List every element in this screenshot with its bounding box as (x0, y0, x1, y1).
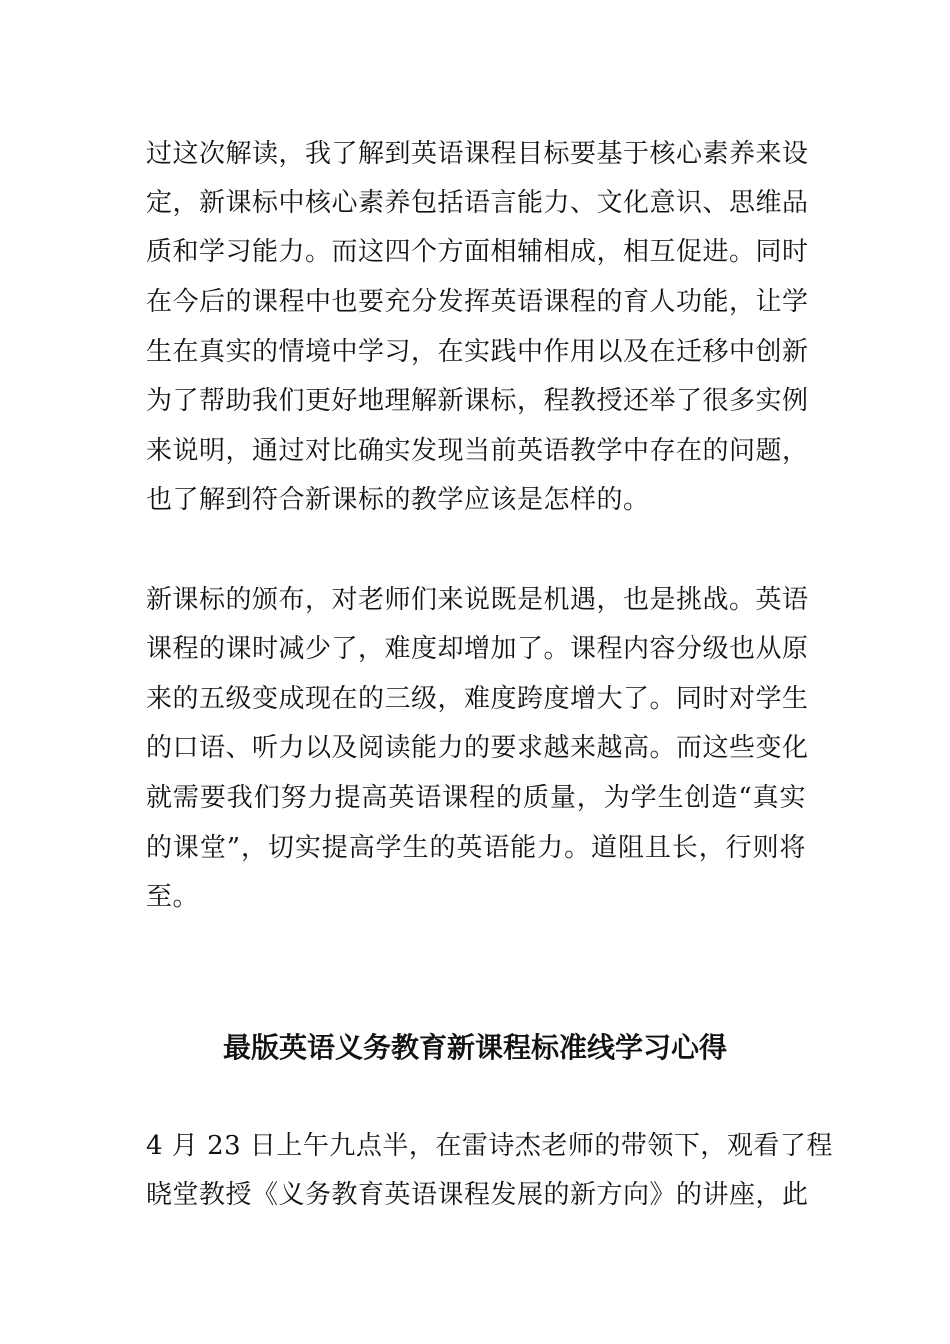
paragraph-2-line-6: 的课堂”，切实提高学生的英语能力。道阻且长，行则将 (146, 833, 806, 863)
paragraph-1-line-2: 定，新课标中核心素养包括语言能力、文化意识、思维品 (146, 188, 809, 218)
paragraph-2-line-3: 来的五级变成现在的三级，难度跨度增大了。同时对学生 (146, 684, 809, 714)
paragraph-2-line-2: 课程的课时减少了，难度却增加了。课程内容分级也从原 (146, 634, 809, 664)
paragraph-2-line-1: 新课标的颁布，对老师们来说既是机遇，也是挑战。英语 (146, 585, 809, 615)
paragraph-3-line-2: 晓堂教授《义务教育英语课程发展的新方向》的讲座，此 (146, 1180, 809, 1210)
paragraph-1-line-5: 生在真实的情境中学习，在实践中作用以及在迁移中创新 (146, 337, 809, 367)
section-title: 最版英语义务教育新课程标准线学习心得 (222, 1031, 727, 1064)
paragraph-1-line-7: 来说明，通过对比确实发现当前英语教学中存在的问题， (146, 436, 809, 466)
paragraph-1-line-6: 为了帮助我们更好地理解新课标，程教授还举了很多实例 (146, 386, 809, 416)
paragraph-1-line-1: 过这次解读，我了解到英语课程目标要基于核心素养来设 (146, 139, 809, 169)
paragraph-3-line-1: 4 月 23 日上午九点半，在雷诗杰老师的带领下，观看了程 (146, 1131, 833, 1161)
paragraph-1-line-3: 质和学习能力。而这四个方面相辅相成，相互促进。同时 (146, 237, 809, 267)
paragraph-1-line-8: 也了解到符合新课标的教学应该是怎样的。 (146, 485, 650, 515)
paragraph-2-line-5: 就需要我们努力提高英语课程的质量，为学生创造“真实 (146, 783, 806, 813)
paragraph-2-line-4: 的口语、听力以及阅读能力的要求越来越高。而这些变化 (146, 733, 809, 763)
paragraph-1-line-4: 在今后的课程中也要充分发挥英语课程的育人功能，让学 (146, 287, 809, 317)
paragraph-2-line-7: 至。 (146, 882, 200, 912)
